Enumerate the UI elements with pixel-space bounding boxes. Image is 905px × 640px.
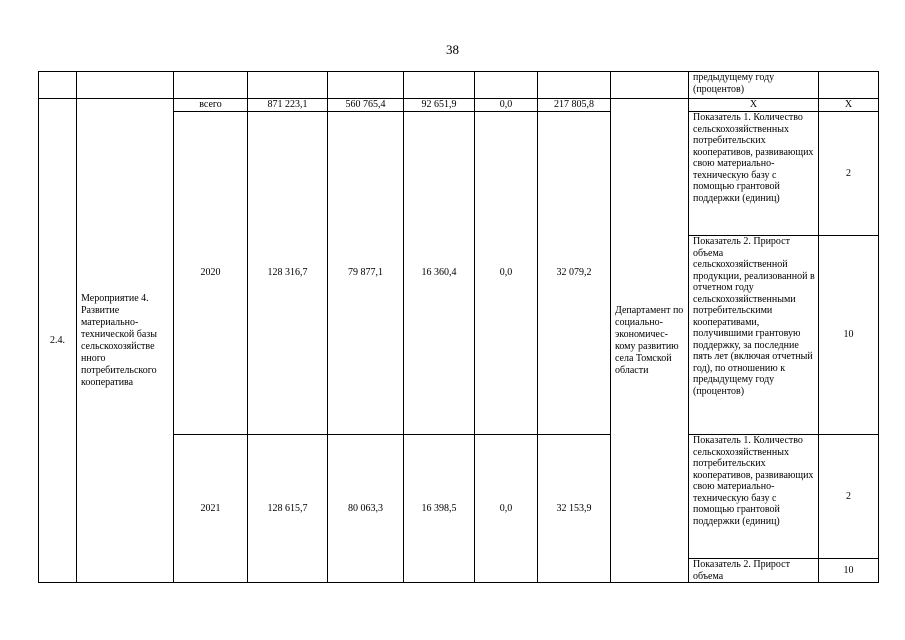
year-cell: всего [174,99,248,112]
total-row [39,99,879,112]
indicator-value: 2 [819,435,879,559]
indicator-value: 2 [819,112,879,236]
continuation-row [39,72,879,99]
indicator-value: 10 [819,236,879,435]
year-cell: 2020 [174,112,248,435]
indicator-value: 10 [819,559,879,583]
indicator-text: Показатель 2. Прирост объема [689,559,819,583]
page-number: 38 [446,42,459,57]
amount-cell: 128 316,7 [248,112,328,435]
amount-cell: 32 079,2 [538,112,611,435]
amount-cell: 560 765,4 [328,99,404,112]
indicator-text: Х [689,99,819,112]
amount-cell: 16 398,5 [404,435,475,583]
amount-cell: 128 615,7 [248,435,328,583]
amount-cell: 0,0 [475,99,538,112]
amount-cell: 0,0 [475,112,538,435]
indicator-text: предыдущему году (процентов) [689,72,819,99]
amount-cell: 32 153,9 [538,435,611,583]
amount-cell: 92 651,9 [404,99,475,112]
indicator-value: Х [819,99,879,112]
amount-cell: 217 805,8 [538,99,611,112]
indicator-text: Показатель 1. Количество сельскохозяйственных потребительских кооперативов, развивающих свою материально-техническую базу с помощью грантовой поддержки (единиц) [689,112,819,236]
measure-number: 2.4. [39,99,77,583]
program-table [38,71,879,583]
indicator-text: Показатель 1. Количество сельскохозяйственных потребительских кооперативов, развивающих свою материально-техническую базу с помощью грантовой поддержки (единиц) [689,435,819,559]
indicator-text: Показатель 2. Прирост объема сельскохозяйственной продукции, реализованной в отчетном году сельскохозяйственными потребительскими кооперативами, получившими грантовую поддержку, за последние пять лет (включая отчетный год), по отношению к предыдущему году (процентов) [689,236,819,435]
amount-cell: 16 360,4 [404,112,475,435]
amount-cell: 79 877,1 [328,112,404,435]
executor-cell: Департамент по социально-экономичес-кому развитию села Томской области [611,99,689,583]
amount-cell: 0,0 [475,435,538,583]
amount-cell: 80 063,3 [328,435,404,583]
year-cell: 2021 [174,435,248,583]
amount-cell: 871 223,1 [248,99,328,112]
measure-name: Мероприятие 4. Развитие материально-технической базы сельскохозяйстве нного потребительского кооператива [77,99,174,583]
